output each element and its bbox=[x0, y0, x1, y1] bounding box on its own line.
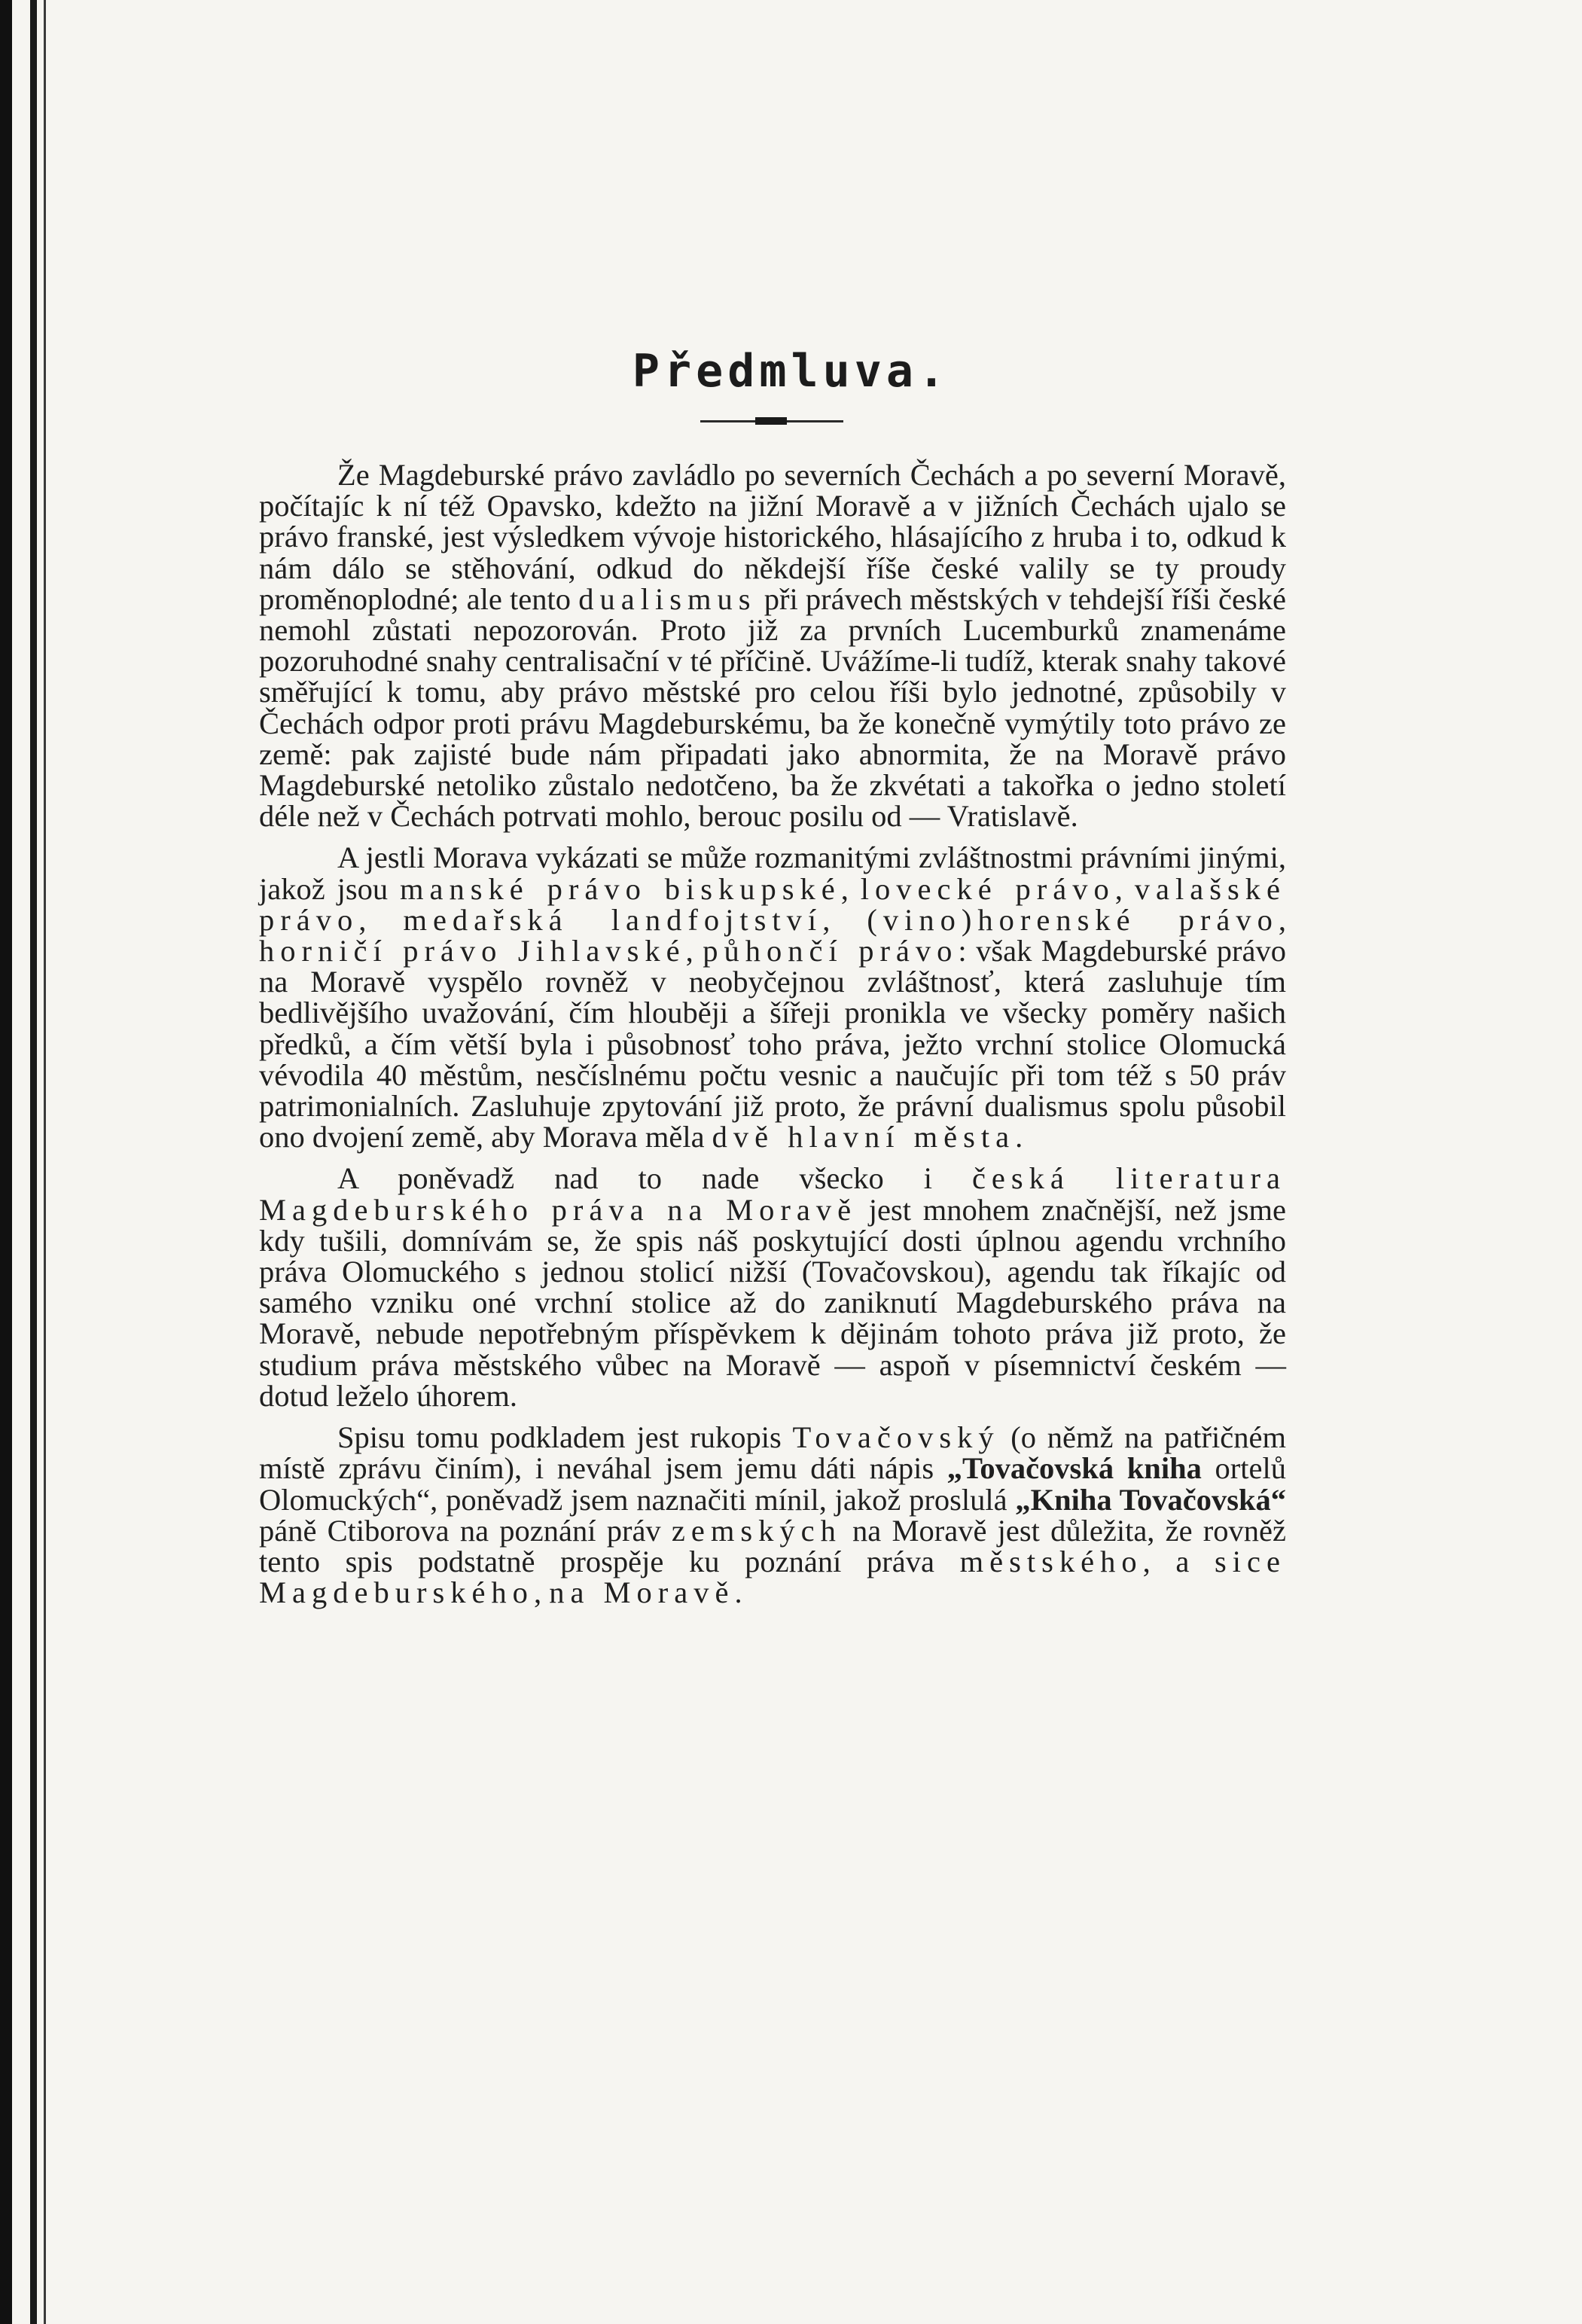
page-title: Předmluva. bbox=[632, 345, 950, 398]
spaced-emphasis: horničí právo Jihlavské bbox=[259, 934, 686, 968]
text-run: : však Magdeburské právo na Moravě vyspělo rovněž v neobyčejnou zvláštnosť, která zasluhuje tím bedlivějšího uvažování, čím hlouběji a šířeji pronikla ve všecky poměry našich předků, a čím větší byla i působnosť toho práva, ježto vrchní stolice Olomucká vévodila 40 městům, nesčíslnému počtu vesnic a naučujíc při tom též s 50 práv patrimonialních. Zasluhuje zpytování již proto, že právní dualismus spolu působil ono dvojení země, aby Morava měla bbox=[259, 934, 1286, 1154]
spaced-emphasis: (vino)horenské právo bbox=[867, 902, 1279, 937]
text-run: , bbox=[533, 1575, 550, 1610]
spaced-emphasis: česká literatura Magdeburského práva na Moravě bbox=[259, 1161, 1286, 1227]
spaced-emphasis: zemských bbox=[671, 1513, 842, 1548]
text-run: , bbox=[685, 934, 703, 968]
text-run: A jestli Morava vykázati se může rozmanitými zvláštnostmi právními jinými, jakož jsou bbox=[259, 840, 1286, 906]
spaced-emphasis: sice Magdeburského bbox=[259, 1544, 1286, 1610]
title-divider-ornament bbox=[755, 417, 787, 425]
text-run: , bbox=[1114, 871, 1135, 906]
text-run: , bbox=[822, 902, 867, 937]
text-run: , bbox=[840, 871, 861, 906]
text-run: A poněvadž nad to nade všecko i bbox=[337, 1161, 972, 1196]
preface-body bbox=[259, 459, 1286, 1608]
paragraph-2 bbox=[259, 842, 1286, 1152]
text-run: při právech městských v tehdejší říši české nemohl zůstati nepozorován. Proto již za prvních Lucemburků znamenáme pozoruhodné snahy centralisační v té příčině. Uvážíme-li tudíž, kterak snahy takové směřující k tomu, aby právo městské pro celou říši bylo jednotné, způsobily v Čechách odpor proti právu Magdeburskému, ba že konečně vymýtily toto právo ze země: pak zajisté bude nám připadati jako abnormita, že na Moravě právo Magdeburské netoliko zůstalo nedotčeno, ba že zkvétati a takořka o jedno století déle než v Čechách potrvati mohlo, berouc posilu od — Vratislavě. bbox=[259, 581, 1286, 834]
text-run: jest mnohem značnější, než jsme kdy tušili, domnívám se, že spis náš poskytující dosti úplnou agendu vrchního práva Olomuckého s jednou stolicí nižší (Tovačovskou), agendu tak říkajíc od samého vzniku oné vrchní stolice až do zaniknutí Magdeburského práva na Moravě, nebude nepotřebným příspěvkem k dějinám tohoto práva již proto, že studium práva městského vůbec na Moravě — aspoň v písemnictví českém — dotud leželo úhorem. bbox=[259, 1192, 1286, 1413]
text-run: Že Magdeburské právo zavládlo po severních Čechách a po severní Moravě, počítajíc k ní též Opavsko, kdežto na jižní Moravě a v jižních Čechách ujalo se právo franské, jest výsledkem vývoje historického, hlásajícího z hruba i to, odkud k nám dálo se stěhování, odkud do někdejší říše české valily se ty proudy proměnoplodné; ale tento bbox=[259, 458, 1286, 616]
text-run: , a bbox=[1142, 1544, 1215, 1578]
spaced-emphasis: městského bbox=[959, 1544, 1143, 1578]
spaced-emphasis: lovecké právo bbox=[860, 871, 1115, 906]
text-run: páně Ctiborova na poznání práv bbox=[259, 1513, 672, 1548]
spaced-emphasis: Tovačovský bbox=[792, 1420, 1000, 1455]
paragraph-3 bbox=[259, 1163, 1286, 1411]
text-run: . bbox=[734, 1575, 742, 1610]
bold-emphasis: „Tovačovská kniha bbox=[946, 1451, 1202, 1486]
spaced-emphasis: dualismus bbox=[578, 581, 757, 616]
text-run: , bbox=[1278, 902, 1287, 937]
spaced-emphasis: dvě hlavní města bbox=[712, 1120, 1016, 1154]
spaced-emphasis: manské právo biskupské bbox=[400, 871, 841, 906]
spaced-emphasis: medařská landfojtství bbox=[403, 902, 823, 937]
spaced-emphasis: valašské právo bbox=[259, 871, 1286, 937]
text-run: (o němž na patřičném místě zprávu činím), i neváhal jsem jemu dáti nápis bbox=[259, 1420, 1286, 1486]
text-run: , bbox=[358, 902, 404, 937]
paragraph-4 bbox=[259, 1422, 1286, 1608]
spaced-emphasis: na Moravě bbox=[549, 1575, 735, 1610]
bold-emphasis: „Kniha Tovačovská“ bbox=[1015, 1482, 1286, 1517]
paragraph-1 bbox=[259, 458, 1286, 834]
text-run: . bbox=[1015, 1120, 1023, 1154]
text-run: Spisu tomu podkladem jest rukopis bbox=[337, 1420, 793, 1455]
text-run: ortelů Olomuckých“, poněvadž jsem naznačiti mínil, jakož proslulá bbox=[259, 1451, 1286, 1517]
text-run: na Moravě jest důležita, že rovněž tento spis podstatně prospěje ku poznání práva bbox=[259, 1513, 1286, 1578]
spaced-emphasis: půhončí právo bbox=[703, 934, 959, 968]
